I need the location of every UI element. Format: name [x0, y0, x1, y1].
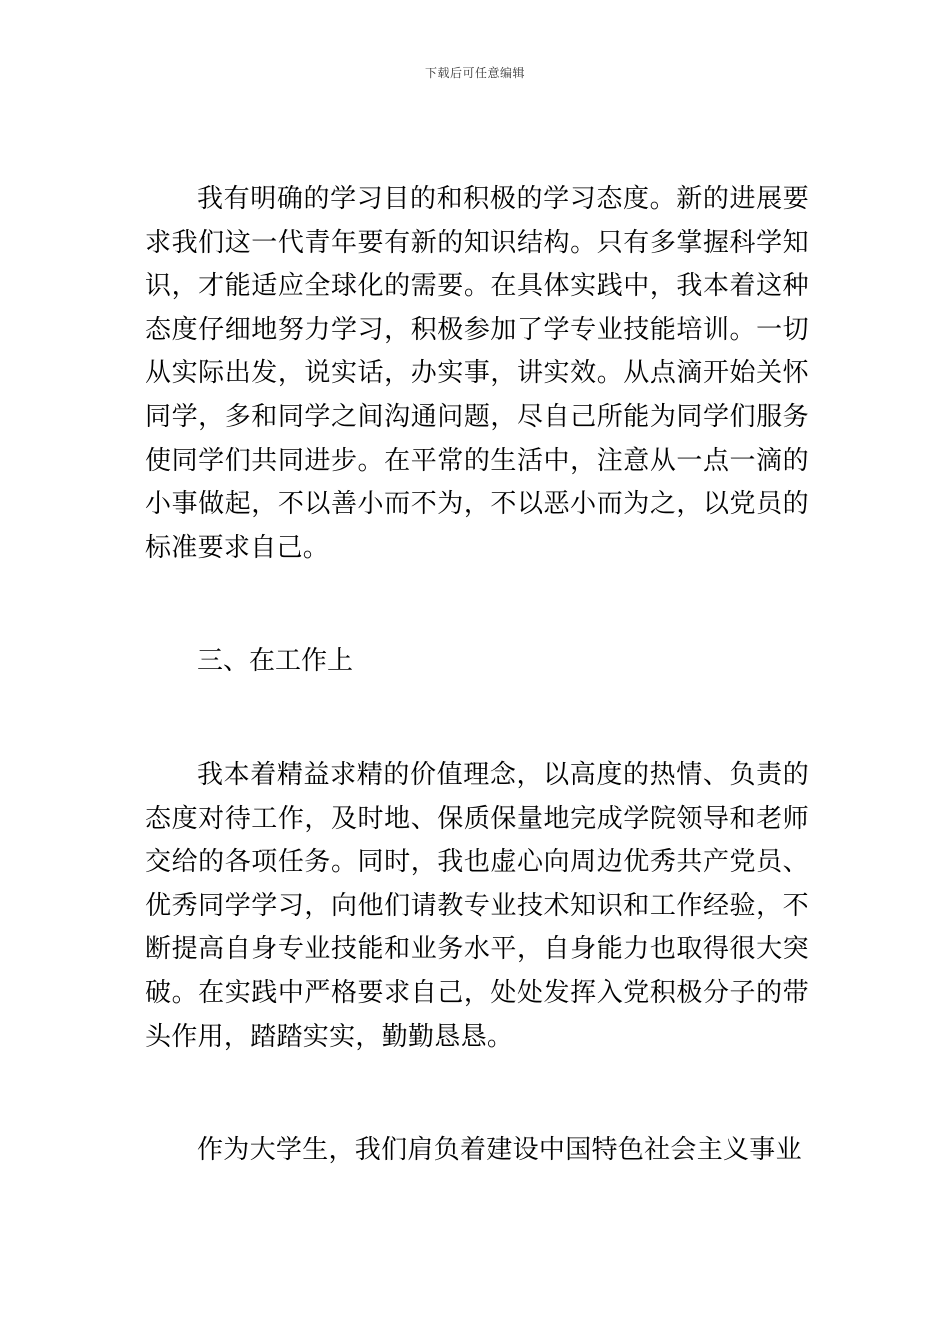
document-body — [145, 178, 809, 1173]
section-heading-work: 三、在工作上 — [197, 646, 354, 677]
paragraph-study-attitude: 我有明确的学习目的和积极的学习态度。新的进展要求我们这一代青年要有新的知识结构。只有多掌握科学知识，才能适应全球化的需要。在具体实践中，我本着这种态度仔细地努力学习，积极参加了学专业技能培训。一切从实际出发，说实话，办实事，讲实效。从点滴开始关怀同学，多和同学之间沟通问题，尽自己所能为同学们服务使同学们共同进步。在平常的生活中，注意从一点一滴的小事做起，不以善小而不为，不以恶小而为之，以党员的标准要求自己。 — [145, 184, 809, 563]
page-header: 下载后可任意编辑 — [424, 66, 525, 80]
paragraph-work: 我本着精益求精的价值理念，以高度的热情、负责的态度对待工作，及时地、保质保量地完成学院领导和老师交给的各项任务。同时，我也虚心向周边优秀共产党员、优秀同学学习，向他们请教专业技术知识和工作经验，不断提高自身专业技能和业务水平，自身能力也取得很大突破。在实践中严格要求自己，处处发挥入党积极分子的带头作用，踏踏实实，勤勤恳恳。 — [145, 759, 809, 1052]
paragraph-college-student: 作为大学生，我们肩负着建设中国特色社会主义事业 — [197, 1135, 802, 1166]
